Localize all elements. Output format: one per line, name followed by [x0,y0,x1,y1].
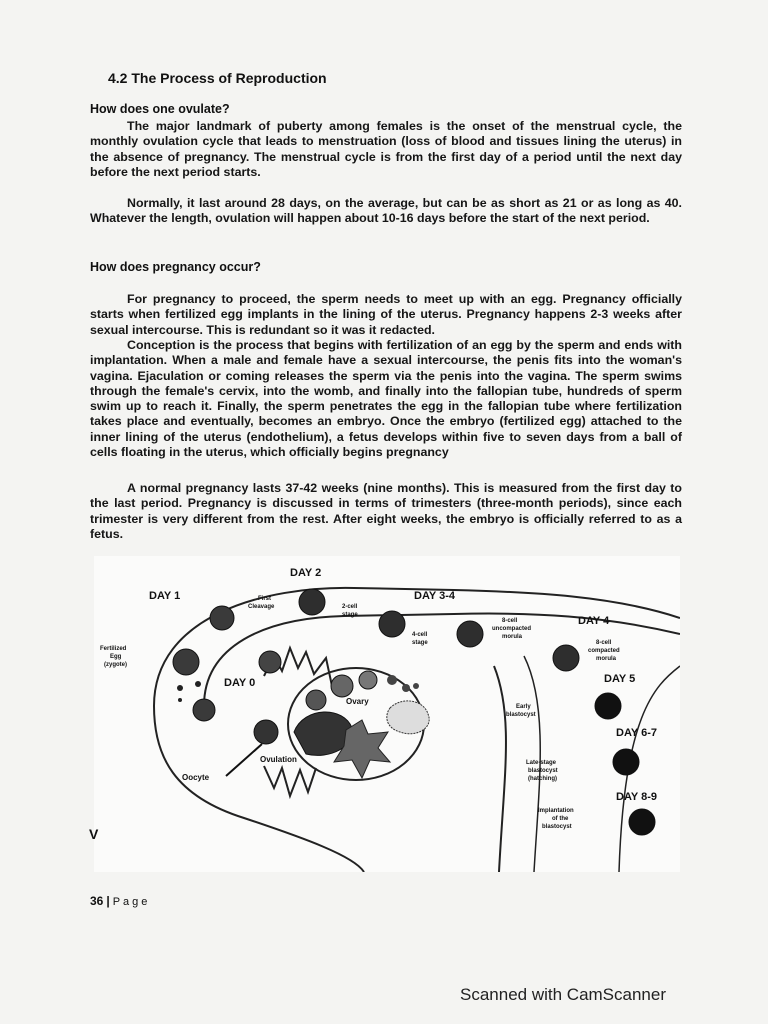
paragraph-cycle-length: Normally, it last around 28 days, on the average, but can be as short as 21 or as long as 40. Whatever the length, ovulation will happen about 10-16 days before the start of the next period. [90,196,682,226]
cell-early-blastocyst [595,693,621,719]
label-impl-1: Implantation [538,808,574,814]
label-two-cell-2: stage [342,612,358,618]
paragraph-pregnancy-length: A normal pregnancy lasts 37-42 weeks (nine months). This is measured from the first day to the last period. Pregnancy is discussed in terms of trimesters (three-month periods), since each trimester is very different from the rest. After eight weeks, the embryo is officially referred to as a fetus. [90,481,682,541]
scanner-watermark: Scanned with CamScanner [460,985,667,1004]
corpus-albicans [387,701,429,734]
label-fert-1: Fertilized [100,646,127,652]
label-eight-uncomp-3: morula [502,634,523,640]
diagram-svg [94,556,680,872]
oocyte-pointer [226,744,262,776]
zygote-cell-1 [173,649,199,675]
label-two-cell-1: 2-cell [342,604,358,610]
label-first-cleavage-1: First [258,596,272,602]
cell-late-blastocyst [613,749,639,775]
label-late-3: (hatching) [528,776,557,782]
page-number: 36 [90,894,104,908]
cell-ovary-edge [259,651,281,673]
paragraph-pregnancy-start: For pregnancy to proceed, the sperm needs to meet up with an egg. Pregnancy officially starts when fertilized egg implants in the lining of the uterus. Pregnancy happens 2-3 weeks after sexual intercourse. This is redundant so it was it redacted. [90,292,682,337]
follicle-1 [306,690,326,710]
zygote-cell-2 [193,699,215,721]
label-day5: DAY 5 [604,673,636,685]
follicle-2 [331,675,353,697]
cell-four-cell [379,611,405,637]
label-day1: DAY 1 [149,590,181,602]
label-day67: DAY 6-7 [616,727,657,739]
label-first-cleavage-2: Cleavage [248,604,275,610]
label-early-2: blastocyst [506,712,536,718]
sperm-2 [195,681,201,687]
page-word: Page [112,896,151,908]
follicle-3 [359,671,377,689]
question-pregnancy: How does pregnancy occur? [90,260,261,274]
label-four-cell-2: stage [412,640,428,646]
label-impl-3: blastocyst [542,824,572,830]
cell-eight-compacted [553,645,579,671]
paragraph-menstrual-cycle: The major landmark of puberty among females is the onset of the menstrual cycle, the monthly ovulation cycle that leads to menstruation (loss of blood and tissues lining the uterus) in the absence of pregnancy. The menstrual cycle is from the first day of a period until the next day before the next period starts. [90,119,682,179]
follicle-6 [413,683,419,689]
page-footer [90,894,150,908]
label-late-1: Late-stage [526,760,557,766]
ovulated-egg [254,720,278,744]
label-eight-comp-2: compacted [588,648,620,654]
label-day34: DAY 3-4 [414,590,455,602]
label-oocyte: Oocyte [182,773,210,782]
label-ovulation: Ovulation [260,755,297,764]
follicle-4 [387,675,397,685]
follicle-5 [402,684,410,692]
label-fert-2: Egg [110,654,122,660]
label-fert-3: (zygote) [104,662,127,668]
cell-eight-uncompacted [457,621,483,647]
page-separator: | [106,894,110,908]
label-four-cell-1: 4-cell [412,632,428,638]
label-eight-uncomp-1: 8-cell [502,618,518,624]
sperm-1 [177,685,183,691]
label-day0: DAY 0 [224,677,256,689]
margin-mark: V [89,826,99,842]
label-eight-uncomp-2: uncompacted [492,626,532,632]
question-ovulate: How does one ovulate? [90,102,230,116]
label-eight-comp-3: morula [596,656,617,662]
label-late-2: blastocyst [528,768,558,774]
label-eight-comp-1: 8-cell [596,640,612,646]
reproduction-diagram [94,556,680,872]
label-early-1: Early [516,704,531,710]
cell-implantation [629,809,655,835]
cell-two-cell [299,589,325,615]
cell-first-cleavage [210,606,234,630]
section-title: 4.2 The Process of Reproduction [108,70,327,86]
label-impl-2: of the [552,816,569,822]
label-day2: DAY 2 [290,567,322,579]
fimbriae-lower [264,766,316,796]
label-day4: DAY 4 [578,615,610,627]
uterus-wall-right [494,666,506,872]
sperm-3 [178,698,182,702]
paragraph-conception: Conception is the process that begins with fertilization of an egg by the sperm and ends with implantation. When a male and female have a sexual intercourse, the penis fits into the woman's vagina. Ejaculation or coming releases the sperm via the penis into the vagina. The sperm swims through the female's cervix, into the womb, and finally into the fallopian tube, hundreds of sperm swim up to reach it. Finally, the sperm penetrates the egg in the fallopian tube where fertilization takes place and eventually, becomes an embryo. Once the embryo (fertilized egg) attached to the inner lining of the uterus (endothelium), a fetus develops within five to seven days from a ball of cells floating in the uterus, which officially begins pregnancy [90,338,682,460]
label-ovary: Ovary [346,697,369,706]
label-day89: DAY 8-9 [616,791,657,803]
